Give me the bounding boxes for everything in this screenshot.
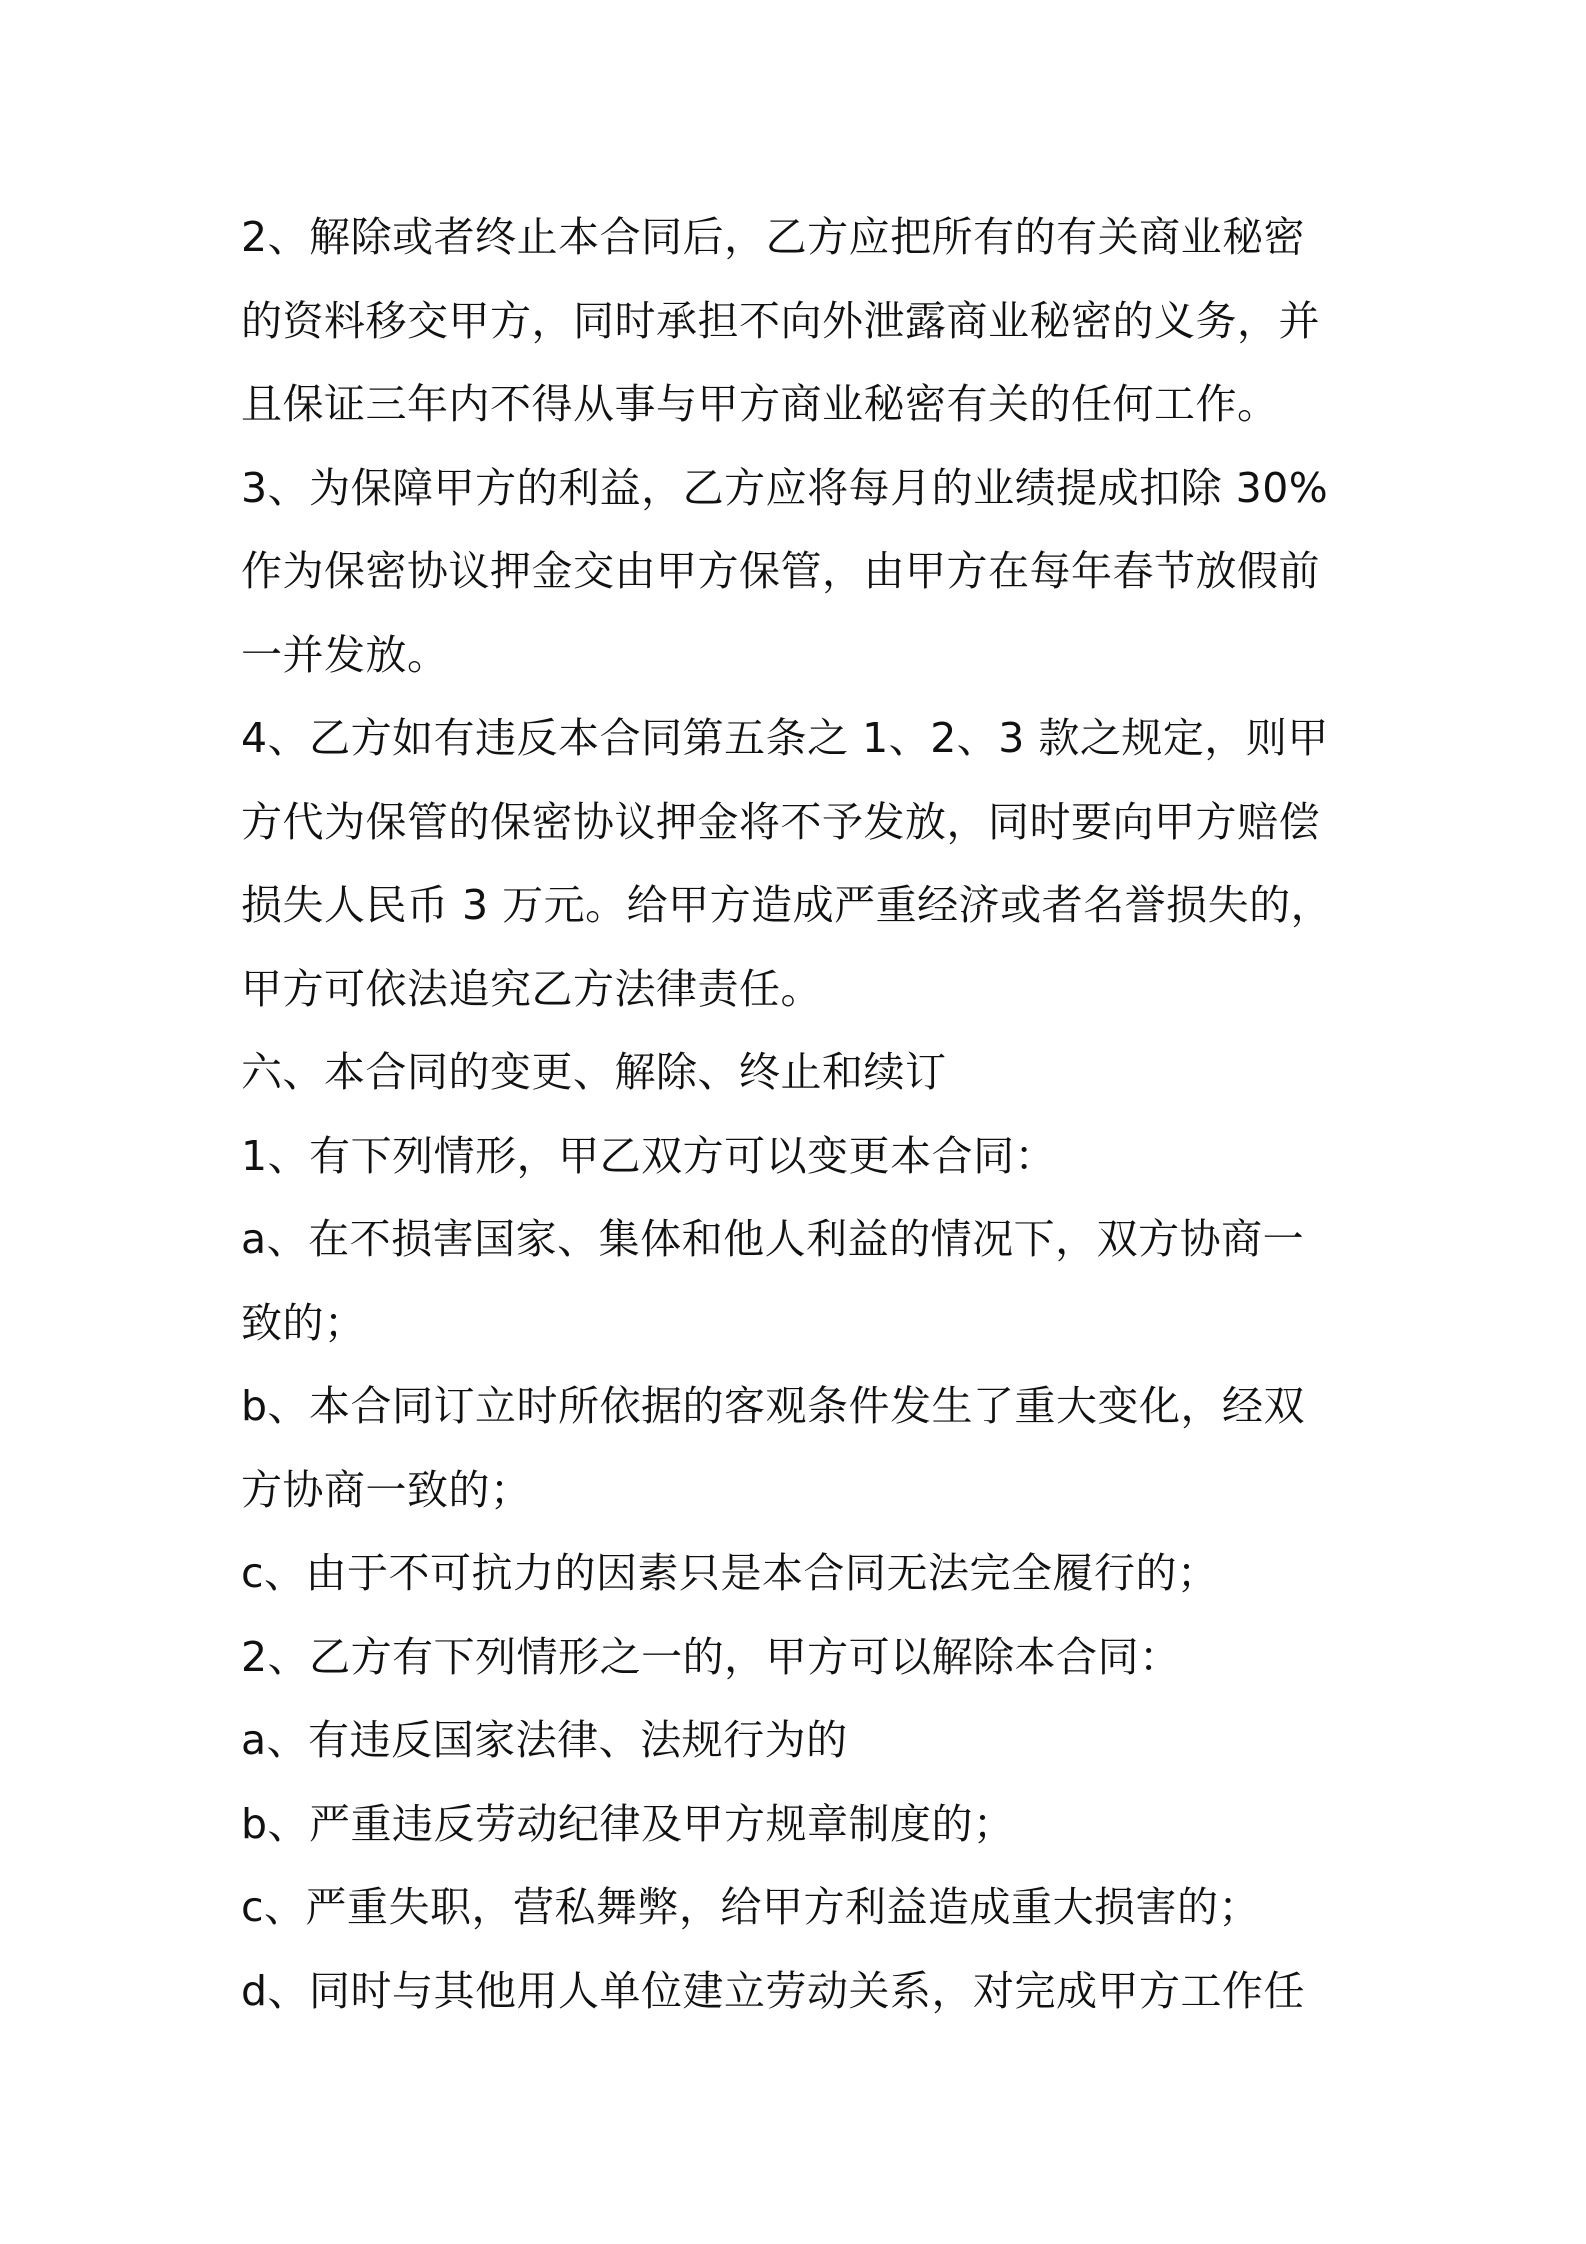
text-line: 作为保密协议押金交由甲方保管，由甲方在每年春节放假前 <box>241 547 1320 595</box>
text-line: 1、有下列情形，甲乙双方可以变更本合同： <box>241 1131 1057 1180</box>
text-line: 2、乙方有下列情形之一的，甲方可以解除本合同： <box>241 1632 1181 1681</box>
text-line: 且保证三年内不得从事与甲方商业秘密有关的任何工作。 <box>241 380 1279 428</box>
text-line: 的资料移交甲方，同时承担不向外泄露商业秘密的义务，并 <box>241 296 1320 345</box>
text-line: 一并发放。 <box>241 630 449 679</box>
text-line: a、在不损害国家、集体和他人利益的情况下，双方协商一 <box>241 1215 1305 1263</box>
section-heading: 六、本合同的变更、解除、终止和续订 <box>241 1048 947 1096</box>
text-line: 甲方可依法追究乙方法律责任。 <box>241 964 822 1013</box>
text-line: c、严重失职，营私舞弊，给甲方利益造成重大损害的； <box>241 1883 1261 1931</box>
text-line: 3、为保障甲方的利益，乙方应将每月的业绩提成扣除 30% <box>241 463 1329 512</box>
text-line: a、有违反国家法律、法规行为的 <box>241 1716 848 1764</box>
text-line: 2、解除或者终止本合同后，乙方应把所有的有关商业秘密 <box>241 213 1306 261</box>
text-line: 方协商一致的； <box>241 1465 532 1514</box>
text-line: d、同时与其他用人单位建立劳动关系，对完成甲方工作任 <box>241 1966 1306 2015</box>
text-line: b、严重违反劳动纪律及甲方规章制度的； <box>241 1799 1015 1848</box>
text-line: b、本合同订立时所依据的客观条件发生了重大变化，经双 <box>241 1382 1306 1430</box>
document-body <box>241 196 1353 2033</box>
text-line: 方代为保管的保密协议押金将不予发放，同时要向甲方赔偿 <box>241 797 1320 846</box>
text-line: 损失人民币 3 万元。给甲方造成严重经济或者名誉损失的， <box>241 881 1333 929</box>
text-line: c、由于不可抗力的因素只是本合同无法完全履行的； <box>241 1549 1219 1597</box>
text-line: 致的； <box>241 1298 366 1347</box>
text-line: 4、乙方如有违反本合同第五条之 1、2、3 款之规定，则甲 <box>241 714 1329 762</box>
